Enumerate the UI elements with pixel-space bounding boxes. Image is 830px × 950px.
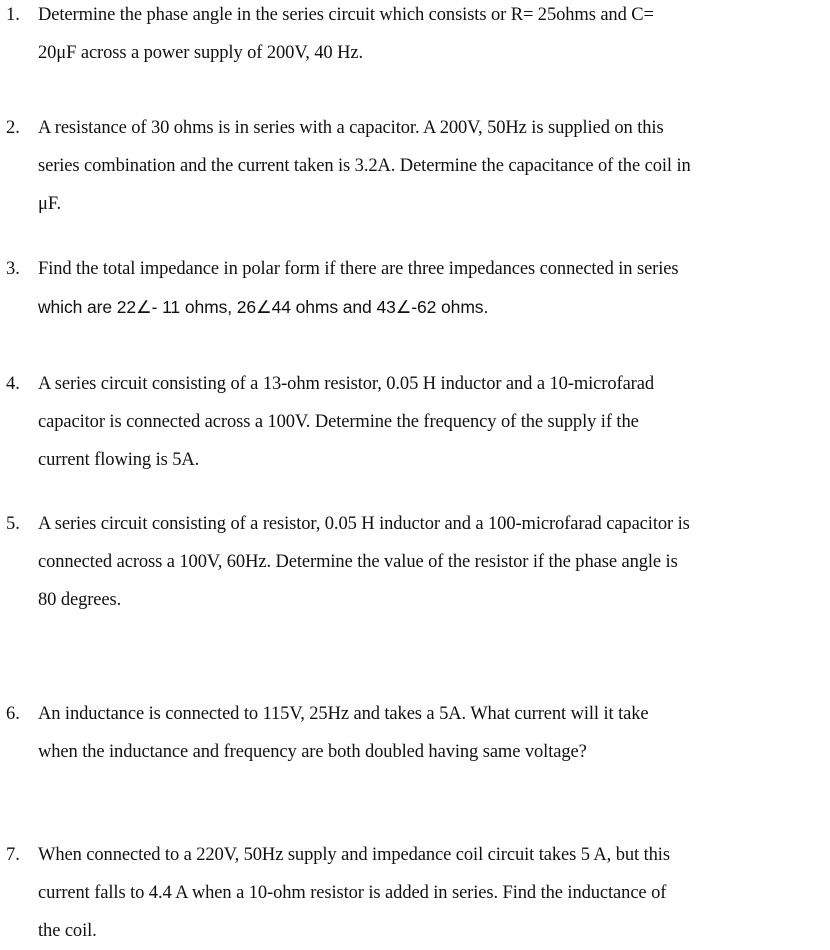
question-text-line: A series circuit consisting of a 13-ohm resistor, 0.05 H inductor and a 10-microfarad [38,374,655,394]
question-text-line: which are 22∠- 11 ohms, 26∠44 ohms and 43∠-62 ohms. [38,297,489,317]
question-number: 3. [6,259,20,279]
question-text-line: when the inductance and frequency are both doubled having same voltage? [38,742,587,762]
question-text-line: 80 degrees. [38,590,122,610]
question-text-line: Find the total impedance in polar form if there are three impedances connected in series [38,259,679,279]
question-text-line: An inductance is connected to 115V, 25Hz and takes a 5A. What current will it take [38,704,649,724]
question-number: 1. [6,5,20,25]
question-text-line: current flowing is 5A. [38,450,200,470]
question-text-line: current falls to 4.4 A when a 10-ohm resistor is added in series. Find the inductance of [38,883,667,903]
question-text-line: μF. [38,194,62,214]
question-number: 2. [6,118,20,138]
question-number: 5. [6,514,20,534]
question-text-line: 20μF across a power supply of 200V, 40 Hz. [38,43,363,63]
question-text-line: A series circuit consisting of a resistor, 0.05 H inductor and a 100-microfarad capacitor is [38,514,690,534]
question-text-line: capacitor is connected across a 100V. Determine the frequency of the supply if the [38,412,639,432]
question-text-line: connected across a 100V, 60Hz. Determine the value of the resistor if the phase angle is [38,552,678,572]
question-text-line: When connected to a 220V, 50Hz supply and impedance coil circuit takes 5 A, but this [38,845,670,865]
question-text-line: series combination and the current taken is 3.2A. Determine the capacitance of the coil in [38,156,691,176]
question-text-line: Determine the phase angle in the series circuit which consists or R= 25ohms and C= [38,5,654,25]
question-text-line: the coil. [38,921,97,941]
question-text-line: A resistance of 30 ohms is in series with a capacitor. A 200V, 50Hz is supplied on this [38,118,664,138]
question-number: 7. [6,845,20,865]
question-number: 6. [6,704,20,724]
question-number: 4. [6,374,20,394]
